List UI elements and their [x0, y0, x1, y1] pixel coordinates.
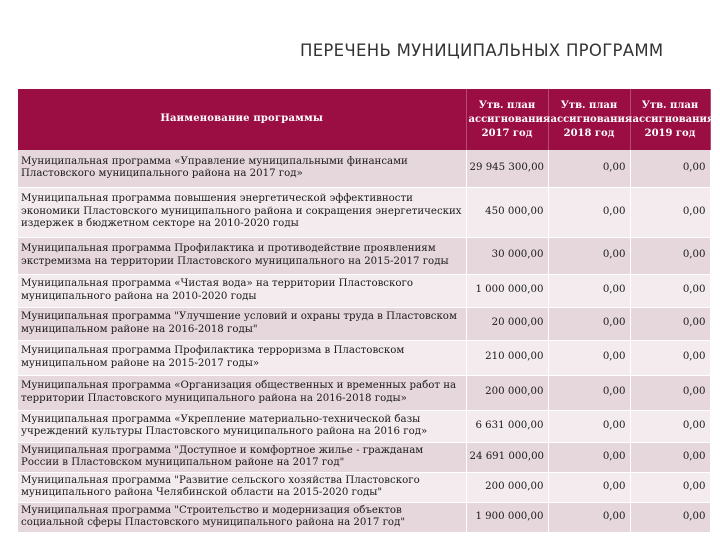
- plan-2017-value: 1 000 000,00: [466, 274, 548, 307]
- plan-2019-value: 0,00: [630, 410, 710, 442]
- table-row: [18, 274, 710, 307]
- plan-2019-value: 0,00: [630, 442, 710, 472]
- plan-2017-value: 1 900 000,00: [466, 502, 548, 532]
- plan-2018-value: 0,00: [548, 340, 630, 375]
- table-row: [18, 187, 710, 237]
- plan-2017-value: 450 000,00: [466, 187, 548, 237]
- plan-2019-value: 0,00: [630, 375, 710, 410]
- header-program-name: Наименование программы: [18, 89, 466, 150]
- plan-2019-value: 0,00: [630, 340, 710, 375]
- table-header-row: [18, 89, 710, 150]
- table-row: [18, 150, 710, 187]
- table-row: [18, 410, 710, 442]
- plan-2017-value: 210 000,00: [466, 340, 548, 375]
- plan-2017-value: 6 631 000,00: [466, 410, 548, 442]
- program-name: Муниципальная программа повышения энергетической эффективности экономики Пластовского муниципального района и сокращения энергетических издержек в бюджетном секторе на 2010-2020 годы: [18, 187, 466, 237]
- plan-2017-value: 30 000,00: [466, 237, 548, 274]
- program-name: Муниципальная программа "Развитие сельского хозяйства Пластовского муниципального района Челябинской области на 2015-2020 годы": [18, 472, 466, 502]
- table-row: [18, 375, 710, 410]
- program-name: Муниципальная программа «Управление муниципальными финансами Пластовского муниципального района на 2017 год»: [18, 150, 466, 187]
- plan-2018-value: 0,00: [548, 150, 630, 187]
- table-row: [18, 472, 710, 502]
- plan-2017-value: 20 000,00: [466, 307, 548, 340]
- header-plan-2019: Утв. план ассигнования 2019 год: [630, 89, 710, 150]
- program-name: Муниципальная программа "Улучшение условий и охраны труда в Пластовском муниципальном районе на 2016-2018 годы": [18, 307, 466, 340]
- programs-table: [18, 89, 715, 533]
- header-plan-2018: Утв. план ассигнования 2018 год: [548, 89, 630, 150]
- table-row: [18, 442, 710, 472]
- plan-2019-value: 0,00: [630, 307, 710, 340]
- plan-2018-value: 0,00: [548, 237, 630, 274]
- program-name: Муниципальная программа "Доступное и комфортное жилье - гражданам России в Пластовском муниципальном районе на 2017 год": [18, 442, 466, 472]
- plan-2018-value: 0,00: [548, 502, 630, 532]
- program-name: Муниципальная программа "Строительство и модернизация объектов социальной сферы Пластовского муниципального района на 2017 год": [18, 502, 466, 532]
- program-name: Муниципальная программа «Чистая вода» на территории Пластовского муниципального района на 2010-2020 годы: [18, 274, 466, 307]
- plan-2019-value: 0,00: [630, 187, 710, 237]
- plan-2018-value: 0,00: [548, 375, 630, 410]
- header-plan-2017: Утв. план ассигнования 2017 год: [466, 89, 548, 150]
- plan-2017-value: 24 691 000,00: [466, 442, 548, 472]
- plan-2018-value: 0,00: [548, 410, 630, 442]
- plan-2018-value: 0,00: [548, 187, 630, 237]
- table-row: [18, 307, 710, 340]
- plan-2019-value: 0,00: [630, 502, 710, 532]
- program-name: Муниципальная программа «Организация общественных и временных работ на территории Пластовского муниципального района на 2016-2018 годы»: [18, 375, 466, 410]
- table-row: [18, 340, 710, 375]
- plan-2017-value: 200 000,00: [466, 375, 548, 410]
- table-row: [18, 502, 710, 532]
- plan-2017-value: 29 945 300,00: [466, 150, 548, 187]
- plan-2018-value: 0,00: [548, 472, 630, 502]
- plan-2019-value: 0,00: [630, 274, 710, 307]
- plan-2019-value: 0,00: [630, 150, 710, 187]
- table-row: [18, 237, 710, 274]
- plan-2019-value: 0,00: [630, 472, 710, 502]
- plan-2018-value: 0,00: [548, 307, 630, 340]
- page-title: ПЕРЕЧЕНЬ МУНИЦИПАЛЬНЫХ ПРОГРАММ: [300, 41, 664, 60]
- plan-2018-value: 0,00: [548, 274, 630, 307]
- program-name: Муниципальная программа Профилактика и противодействие проявлениям экстремизма на территории Пластовского муниципального на 2015-2017 годы: [18, 237, 466, 274]
- plan-2017-value: 200 000,00: [466, 472, 548, 502]
- program-name: Муниципальная программа Профилактика терроризма в Пластовском муниципальном районе на 2015-2017 годы»: [18, 340, 466, 375]
- program-name: Муниципальная программа «Укрепление материально-технической базы учреждений культуры Пластовского муниципального района на 2016 год»: [18, 410, 466, 442]
- plan-2018-value: 0,00: [548, 442, 630, 472]
- plan-2019-value: 0,00: [630, 237, 710, 274]
